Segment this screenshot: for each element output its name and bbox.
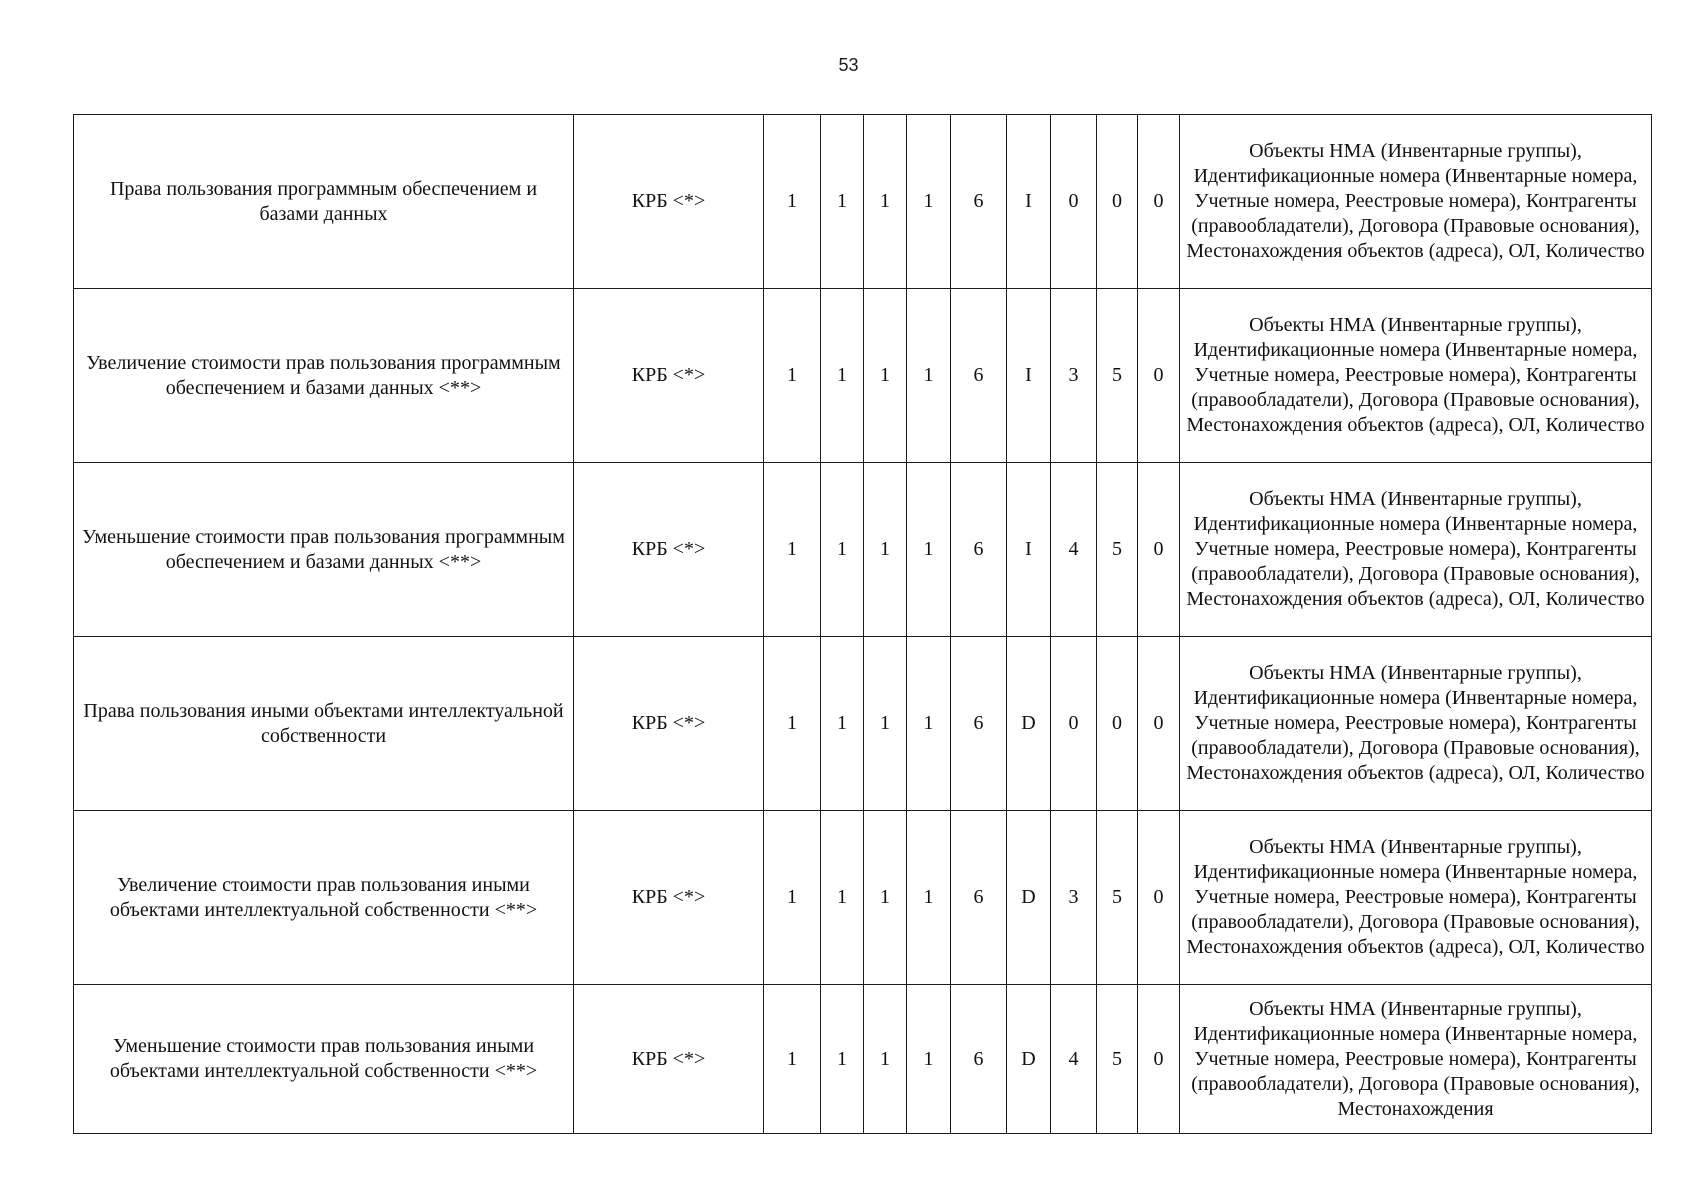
attributes-cell: Объекты НМА (Инвентарные группы), Идентификационные номера (Инвентарные номера, Учетные номера, Реестровые номера), Контрагенты (правообладатели), Договора (Правовые основания), Местонахождения объектов (адреса), ОЛ, Количество	[1180, 637, 1652, 811]
code-cell: 1	[764, 811, 821, 985]
page-number: 53	[838, 55, 859, 75]
code-cell: D	[1007, 637, 1051, 811]
table-row	[74, 463, 1652, 637]
source-cell: КРБ <*>	[574, 463, 764, 637]
code-cell: I	[1007, 289, 1051, 463]
table-row	[74, 811, 1652, 985]
code-cell: 1	[907, 985, 951, 1134]
code-cell: 0	[1138, 637, 1180, 811]
code-cell: 6	[951, 115, 1007, 289]
source-cell: КРБ <*>	[574, 289, 764, 463]
code-cell: I	[1007, 115, 1051, 289]
code-cell: 5	[1097, 985, 1138, 1134]
code-cell: D	[1007, 811, 1051, 985]
attributes-cell: Объекты НМА (Инвентарные группы), Идентификационные номера (Инвентарные номера, Учетные номера, Реестровые номера), Контрагенты (правообладатели), Договора (Правовые основания), Местонахождения объектов (адреса), ОЛ, Количество	[1180, 811, 1652, 985]
code-cell: 1	[907, 811, 951, 985]
code-cell: 1	[864, 463, 907, 637]
code-cell: 3	[1051, 289, 1097, 463]
code-cell: 6	[951, 637, 1007, 811]
code-cell: 0	[1138, 289, 1180, 463]
code-cell: 1	[907, 637, 951, 811]
row-name-cell: Уменьшение стоимости прав пользования программным обеспечением и базами данных <**>	[74, 463, 574, 637]
row-name-cell: Увеличение стоимости прав пользования программным обеспечением и базами данных <**>	[74, 289, 574, 463]
code-cell: 4	[1051, 985, 1097, 1134]
code-cell: 1	[821, 289, 864, 463]
code-cell: 0	[1138, 811, 1180, 985]
attributes-cell: Объекты НМА (Инвентарные группы), Идентификационные номера (Инвентарные номера, Учетные номера, Реестровые номера), Контрагенты (правообладатели), Договора (Правовые основания), Местонахождения	[1180, 985, 1652, 1134]
row-name-cell: Права пользования программным обеспечением и базами данных	[74, 115, 574, 289]
code-cell: 1	[864, 811, 907, 985]
code-cell: 0	[1138, 115, 1180, 289]
code-cell: 6	[951, 289, 1007, 463]
code-cell: 1	[764, 637, 821, 811]
code-cell: 1	[864, 115, 907, 289]
code-cell: 1	[764, 289, 821, 463]
code-cell: 5	[1097, 811, 1138, 985]
code-cell: I	[1007, 463, 1051, 637]
table-row	[74, 115, 1652, 289]
code-cell: 1	[764, 115, 821, 289]
code-cell: 6	[951, 811, 1007, 985]
code-cell: 3	[1051, 811, 1097, 985]
code-cell: 1	[821, 811, 864, 985]
code-cell: 1	[764, 985, 821, 1134]
table-row	[74, 985, 1652, 1134]
code-cell: 0	[1138, 985, 1180, 1134]
table-row	[74, 289, 1652, 463]
code-cell: 0	[1051, 115, 1097, 289]
code-cell: 1	[864, 985, 907, 1134]
code-cell: 0	[1051, 637, 1097, 811]
code-cell: 1	[821, 985, 864, 1134]
code-cell: 1	[907, 463, 951, 637]
code-cell: 6	[951, 463, 1007, 637]
code-cell: 1	[907, 115, 951, 289]
accounts-table	[73, 114, 1652, 1134]
source-cell: КРБ <*>	[574, 115, 764, 289]
code-cell: 1	[821, 115, 864, 289]
row-name-cell: Увеличение стоимости прав пользования иными объектами интеллектуальной собственности <**>	[74, 811, 574, 985]
source-cell: КРБ <*>	[574, 985, 764, 1134]
source-cell: КРБ <*>	[574, 811, 764, 985]
code-cell: 0	[1097, 115, 1138, 289]
code-cell: 1	[864, 289, 907, 463]
attributes-cell: Объекты НМА (Инвентарные группы), Идентификационные номера (Инвентарные номера, Учетные номера, Реестровые номера), Контрагенты (правообладатели), Договора (Правовые основания), Местонахождения объектов (адреса), ОЛ, Количество	[1180, 115, 1652, 289]
attributes-cell: Объекты НМА (Инвентарные группы), Идентификационные номера (Инвентарные номера, Учетные номера, Реестровые номера), Контрагенты (правообладатели), Договора (Правовые основания), Местонахождения объектов (адреса), ОЛ, Количество	[1180, 463, 1652, 637]
code-cell: 1	[821, 637, 864, 811]
code-cell: 1	[907, 289, 951, 463]
code-cell: 6	[951, 985, 1007, 1134]
row-name-cell: Уменьшение стоимости прав пользования иными объектами интеллектуальной собственности <**>	[74, 985, 574, 1134]
code-cell: 1	[821, 463, 864, 637]
code-cell: D	[1007, 985, 1051, 1134]
code-cell: 5	[1097, 289, 1138, 463]
code-cell: 0	[1138, 463, 1180, 637]
source-cell: КРБ <*>	[574, 637, 764, 811]
table-row	[74, 637, 1652, 811]
row-name-cell: Права пользования иными объектами интеллектуальной собственности	[74, 637, 574, 811]
code-cell: 1	[764, 463, 821, 637]
code-cell: 1	[864, 637, 907, 811]
code-cell: 4	[1051, 463, 1097, 637]
code-cell: 5	[1097, 463, 1138, 637]
code-cell: 0	[1097, 637, 1138, 811]
attributes-cell: Объекты НМА (Инвентарные группы), Идентификационные номера (Инвентарные номера, Учетные номера, Реестровые номера), Контрагенты (правообладатели), Договора (Правовые основания), Местонахождения объектов (адреса), ОЛ, Количество	[1180, 289, 1652, 463]
